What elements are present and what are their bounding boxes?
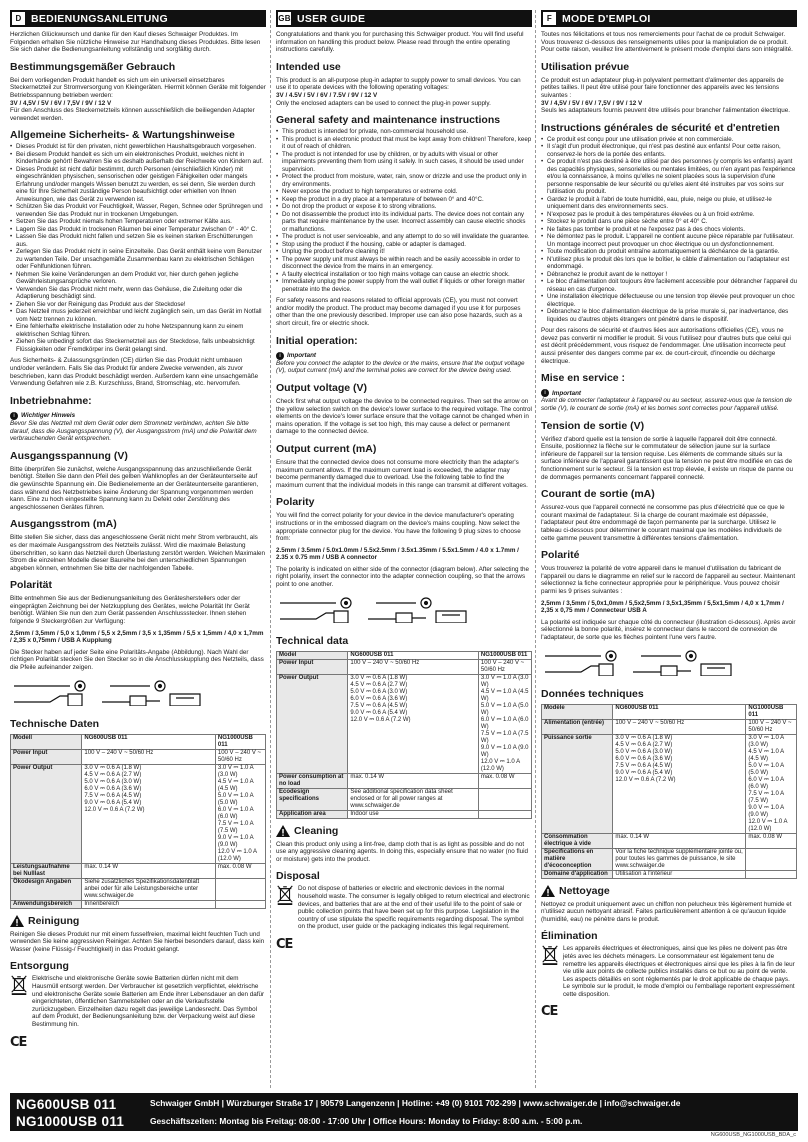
table-cell: Power Output (277, 674, 348, 773)
weee-bin-icon (276, 885, 294, 905)
table-cell: Ecodesign specifications (277, 788, 348, 810)
table-cell: 3.0 V ⎓ 0.6 A (1.8 W) 4.5 V ⎓ 0.6 A (2.7 W) 5.0 V ⎓ 0.6 A (3.0 W) 6.0 V ⎓ 0.6 A (3.6 W) 7.5 V ⎓ 0.6 A (4.5 W) 9.0 V ⎓ 0.6 A (5.4 W) 12.0 V ⎓ 0.6 A (7.2 W) (82, 764, 215, 863)
safety-item: • Lassen Sie das Produkt nicht fallen und setzen Sie es keinen starken Erschütterungen aus. (10, 233, 266, 248)
safety-item: • Do not disassemble the product into its individual parts. The device does not contain any parts that require maintenance by the user. Incorrect assembly can cause electric shocks or malfunctions. (276, 211, 532, 234)
output-current-heading: Ausgangsstrom (mA) (10, 518, 117, 531)
polarity-diagram (10, 676, 260, 706)
connector-list: 2,5mm / 3,5mm / 5,0x1,0mm / 5,5x2,5mm / 3,5x1,35mm / 5,5x1,5mm / 4,0 x 1,7mm / 2,35 x 0,75 mm / Connecteur USB A (541, 599, 784, 615)
safety-item: • This product is an electronic product that must be kept away from children! Therefore, keep it out of reach of children. (276, 136, 532, 151)
safety-item: • Ce produit est conçu pour une utilisation privée et non commerciale. (541, 136, 797, 144)
table-cell: Application area (277, 810, 348, 818)
table-cell: max. 0.14 W (348, 773, 479, 788)
language-code: F (543, 12, 556, 25)
table-cell: NG600USB 011 (348, 651, 479, 659)
table-cell: NG1000USB 011 (746, 704, 797, 719)
safety-item: • Toute modification du produit entraîne automatiquement la déchéance de la garantie. (541, 248, 797, 256)
ce-mark: CE (276, 937, 293, 953)
table-cell: Power Input (277, 659, 348, 674)
safety-item: • Dieses Produkt ist für den privaten, nicht gewerblichen Haushaltsgebrauch vorgesehen. (10, 143, 266, 151)
table-cell: 3.0 V ⎓ 0.6 A (1.8 W) 4.5 V ⎓ 0.6 A (2.7 W) 5.0 V ⎓ 0.6 A (3.0 W) 6.0 V ⎓ 0.6 A (3.6 W) 7.5 V ⎓ 0.6 A (4.5 W) 9.0 V ⎓ 0.6 A (5.4 W) 12.0 V ⎓ 0.6 A (7.2 W) (348, 674, 479, 773)
safety-item: • Stockez le produit dans une pièce sèche entre 0° et 40° C. (541, 218, 797, 226)
output-voltage-heading: Ausgangsspannung (V) (10, 449, 128, 462)
cleaning-row (276, 825, 532, 837)
safety-item: • Keep the product in a dry place at a temperature of between 0° and 40°C. (276, 196, 532, 204)
safety-item: • Gardez le produit à l'abri de toute humidité, eau, pluie, neige ou pluie, et utilisez-le uniquement dans des environnements secs. (541, 196, 797, 211)
table-row (542, 719, 797, 734)
table-cell: max. 0.14 W (82, 863, 215, 878)
usb-plug (170, 694, 200, 706)
table-row (542, 870, 797, 878)
usb-plug (701, 664, 731, 676)
table-cell (215, 878, 265, 900)
safety-item: • Eine fehlerhafte elektrische Installation oder zu hohe Netzspannung kann zu einem elektrischen Schlag führen. (10, 323, 266, 338)
intended-use-note: Seuls les adaptateurs fournis peuvent être utilisés pour brancher l'alimentation électrique. (541, 107, 791, 115)
technical-data-heading: Technische Daten (10, 717, 100, 730)
disposal-block (10, 975, 266, 1028)
table-cell (746, 848, 797, 870)
section-title: USER GUIDE (297, 12, 366, 25)
intended-use-note: Only the enclosed adapters can be used to connect the plug-in power supply. (276, 99, 491, 107)
cleaning-heading: Cleaning (294, 824, 339, 837)
table-cell: Alimentation (entrée) (542, 719, 613, 734)
column-divider (535, 10, 536, 1088)
footer-contact: Schwaiger GmbH | Würzburger Straße 17 | 90579 Langenzenn | Hotline: +49 (0) 9101 702-299 | www.schwaiger.de | info@schwaiger.de (150, 1098, 681, 1108)
important-note (276, 352, 532, 375)
polarity-text: Bitte entnehmen Sie aus der Bedienungsanleitung des Gerätesherstellers oder der eingeprägten Zeichnung bei der Netzkupplung des Gerätes, welche Polarität Ihr Gerät benötigt. Wählen Sie nun den zum Gerät passenden Anschlussstecker. Ihnen stehen folgende 9 Steckergrößen zur Verfügung: (10, 595, 250, 626)
safety-item: • Débranchez le produit avant de le nettoyer ! (541, 271, 797, 279)
safety-item: • Unplug the product before cleaning it! (276, 248, 532, 256)
table-cell: 3.0 V ⎓ 0.6 A (1.8 W) 4.5 V ⎓ 0.6 A (2.7 W) 5.0 V ⎓ 0.6 A (3.0 W) 6.0 V ⎓ 0.6 A (3.6 W) 7.5 V ⎓ 0.6 A (4.5 W) 9.0 V ⎓ 0.6 A (5.4 W) 12.0 V ⎓ 0.6 A (7.2 W) (613, 734, 746, 833)
polarity-note: The polarity is indicated on either side of the connector (diagram below). After selecting the right polarity, insert the connector into the adapter connection coupling, so that the arrows point to one another. (276, 565, 530, 589)
table-cell: Model (277, 651, 348, 659)
safety-item: • Le bloc d'alimentation doit toujours être facilement accessible pour débrancher l'appareil du réseau en cas d'urgence. (541, 278, 797, 293)
technical-data-heading: Données techniques (541, 687, 644, 700)
table-cell: 100 V – 240 V ~ 50/60 Hz (746, 719, 797, 734)
language-code: GB (278, 14, 291, 23)
safety-item: • The product is not user serviceable, and any attempt to do so will invalidate the guarantee. (276, 233, 532, 241)
warning-icon (541, 885, 555, 897)
german-column (10, 10, 266, 1088)
section-header (541, 10, 797, 27)
table-row (542, 734, 797, 833)
output-voltage-heading: Output voltage (V) (276, 381, 367, 394)
table-cell: Innenbereich (82, 900, 215, 908)
info-icon: i (10, 412, 18, 420)
table-cell: 100 V – 240 V ~ 50/60 Hz (82, 749, 215, 764)
table-row (542, 833, 797, 848)
cleaning-heading: Nettoyage (559, 884, 610, 897)
table-cell (746, 870, 797, 878)
plug-left (280, 611, 348, 623)
important-text: Bevor Sie das Netzteil mit dem Gerät oder dem Stromnetz verbinden, achten Sie bitte darauf, dass die Ausgangsspannung (V), der Ausgangsstrom (mA) und die Polarität dem verbrauchenden Gerät entsprechen. (10, 419, 257, 443)
document-reference: NG600USB_NG1000USB_BDA_c (710, 1132, 796, 1138)
voltage-list: 3V / 4,5V / 5V / 6V / 7,5V / 9V / 12 V (10, 99, 112, 107)
safety-item: • This product is intended for private, non-commercial household use. (276, 128, 532, 136)
ce-mark: CE (10, 1034, 27, 1050)
plug-right (102, 696, 160, 706)
footer-model-1: NG600USB 011 (16, 1097, 117, 1112)
safety-item: • Ziehen Sie vor der Reinigung das Produkt aus der Steckdose! (10, 301, 266, 309)
connector-list: 2,5mm / 3,5mm / 5,0 x 1,0mm / 5,5 x 2,5mm / 3,5 x 1,35mm / 5,5 x 1,5mm / 4,0 x 1,7mm / 2,35 x 0,75mm / USB A Kupplung (10, 629, 264, 645)
safety-note: Aus Sicherheits- & Zulassungsgründen (CE) dürfen Sie das Produkt nicht umbauen und/oder verändern. Falls Sie das Produkt für andere Zwecke verwenden, als zuvor beschrieben, kann das Produkt beschädigt werden. Außerdem kann eine unsachgemäße Verwendung Gefahren wie z.B. Kurzschluss, Brand, Stromschlag, etc. hervorrufen. (10, 357, 259, 388)
voltage-list: 3V / 4,5V / 5V / 6V / 7,5V / 9V / 12 V (541, 99, 643, 107)
safety-item: • Il s'agit d'un produit électronique, qui n'est pas destiné aux enfants! Pour cette raison, conservez-le hors de la portée des enfants. (541, 143, 797, 158)
safety-item: • Protect the product from moisture, water, rain, snow or drizzle and use the product only in dry environments. (276, 173, 532, 188)
safety-item: • Zerlegen Sie das Produkt nicht in seine Einzelteile. Das Gerät enthält keine vom Benutzer zu wartenden Teile. Der unsachgemäße Zusammenbau kann zu elektrischen Schlägen oder Fehlfunktionen führen. (10, 248, 266, 271)
safety-item: • Ne démontez pas le produit. L'appareil ne contient aucune pièce réparable par l'utilisateur. Un montage incorrect peut provoquer un choc électrique ou un dysfonctionnement. (541, 233, 797, 248)
section-title: BEDIENUNGSANLEITUNG (31, 12, 168, 25)
output-voltage-text: Bitte überprüfen Sie zunächst, welche Ausgangsspannung das anzuschließende Gerät benötigt. Stellen Sie dann den Pfeil des gelben Wahlknopfes an der Geräteunterseite auf die gewünschte Spannung ein. Die Bedienelemente an der Geräteunterseite garantieren, dass während des Netzbetriebes keine Änderung der Spannung vorgenommen werden kann. Eine zu hoch eingestellte Spannung kann zu Defekt oder Zerstörung des angeschlossenen Gerätes führen. (10, 465, 259, 511)
technical-table (10, 734, 266, 909)
safety-item: • Débranchez le bloc d'alimentation électrique de la prise murale si, par inadvertance, des liquides ou d'autres objets étrangers ont pénétré dans le dispositif. (541, 308, 797, 323)
cleaning-row (10, 915, 266, 927)
intended-use-text: This product is an all-purpose plug-in adapter to supply power to small devices. You can use it to operate devices with the following operating voltages: (276, 76, 521, 92)
output-current-text: Ensure that the connected device does not consume more electricity than the adapter's maximum current allows. If the maximum current load is exceeded, the adapter may become permanently damaged due to overload. Use the following table to find the maximum current that the individual models in this range can transmit at different voltages. (276, 458, 528, 489)
table-cell: See additional specification data sheet enclosed or for all power ranges at www.schwaiger.de (348, 788, 479, 810)
table-cell: 100 V – 240 V ~ 50/60 Hz (215, 749, 265, 764)
usb-plug (436, 611, 466, 623)
table-cell: Siehe zusätzliches Spezifikationsdatenblatt anbei oder für alle Leistungsbereiche unter www.schwaiger.de (82, 878, 215, 900)
french-column (541, 10, 797, 1088)
disposal-heading: Disposal (276, 870, 320, 883)
safety-list (276, 128, 532, 293)
initial-operation-heading: Initial operation: (276, 334, 358, 347)
table-row (542, 848, 797, 870)
polarity-heading: Polarity (276, 496, 315, 509)
safety-heading: Instructions générales de sécurité et d'entretien (541, 121, 780, 134)
table-cell: Domaine d'application (542, 870, 613, 878)
table-row (11, 900, 266, 908)
polarity-note: Die Stecker haben auf jeder Seite eine Polaritäts-Angabe (Abbildung). Nach Wahl der richtigen Polarität stecken Sie den Stecker so in die Anschlusskupplung des Netzteils, dass die Pfeile aufeinander zeigen. (10, 648, 264, 672)
safety-item: • Verwenden Sie das Produkt nicht mehr, wenn das Gehäuse, die Zuleitung oder die Adaptierung beschädigt sind. (10, 286, 266, 301)
safety-item: • Setzen Sie das Produkt niemals hohen Temperaturen oder extremer Kälte aus. (10, 218, 266, 226)
table-row (11, 734, 266, 749)
table-row (542, 704, 797, 719)
initial-operation-heading: Inbetriebnahme: (10, 394, 92, 407)
table-cell: 3.0 V ⎓ 1.0 A (3.0 W) 4.5 V ⎓ 1.0 A (4.5 W) 5.0 V ⎓ 1.0 A (5.0 W) 6.0 V ⎓ 1.0 A (6.0 W) 7.5 V ⎓ 1.0 A (7.5 W) 9.0 V ⎓ 1.0 A (9.0 W) 12.0 V ⎓ 1.0 A (12.0 W) (746, 734, 797, 833)
cleaning-heading: Reinigung (28, 914, 80, 927)
plug-left (545, 664, 613, 676)
table-cell: Indoor use (348, 810, 479, 818)
table-cell (478, 810, 531, 818)
disposal-text: Elektrische und elektronische Geräte sowie Batterien dürfen nicht mit dem Hausmüll entsorgt werden. Der Verbraucher ist gesetzlich verpflichtet, elektrische und elektronische Geräte sowie Batterien am Ende ihrer Lebensdauer an den dafür eingerichteten, öffentlichen Sammelstellen oder an die Verkaufsstelle zurückzugeben. Einzelheiten dazu regelt das jeweilige Landesrecht. Das Symbol auf dem Produkt, der Bedienungsanleitung bzw. der Verpackung weist auf diese Bestimmung hin. (32, 975, 265, 1028)
table-cell: 3.0 V ⎓ 1.0 A (3.0 W) 4.5 V ⎓ 1.0 A (4.5 W) 5.0 V ⎓ 1.0 A (5.0 W) 6.0 V ⎓ 1.0 A (6.0 W) 7.5 V ⎓ 1.0 A (7.5 W) 9.0 V ⎓ 1.0 A (9.0 W) 12.0 V ⎓ 1.0 A (12.0 W) (478, 674, 531, 773)
info-icon: i (541, 389, 549, 397)
technical-table (276, 651, 532, 819)
important-label: Important (287, 352, 317, 360)
important-label: Important (552, 389, 582, 397)
intro-text: Congratulations and thank you for purchasing this Schwaiger product. You will find useful information on handling this product below. Please read through the entire operating instructions carefully. (276, 31, 524, 54)
technical-data-heading: Technical data (276, 634, 349, 647)
table-cell: NG600USB 011 (82, 734, 215, 749)
section-header (276, 10, 532, 27)
table-cell: max. 0.08 W (746, 833, 797, 848)
output-voltage-text: Vérifiez d'abord quelle est la tension de sortie à laquelle l'appareil doit être connecté. Ensuite, positionnez la flèche sur le commutateur de sélection jaune sur la surface inférieure de l'appareil sur la tension requise. Les éléments de commande situés sur la surface inférieure de l'appareil garantissent que la tension ne peut être modifiée en cas de fonctionnement sur le secteur. Si la tension est trop élevée, il existe un risque de panne ou de dommages permanents concernant l'appareil connecté. (541, 435, 794, 481)
safety-item: • The product is not intended for use by children, or by adults with visual or other impairments preventing them from using it safely. In such cases, it should be used under supervision. (276, 151, 532, 174)
table-cell: 100 V – 240 V ~ 50/60 Hz (348, 659, 479, 674)
table-row (11, 749, 266, 764)
safety-note: Pour des raisons de sécurité et d'autres liées aux autorisations officielles (CE), vous ne devez pas convertir ni modifier le produit. Si vous l'utilisez pour d'autres buts que celui qui est décrit précédemment, vous risquez de l'endommager. Une utilisation incorrecte peut aussi présenter des dangers comme par ex. de court-circuit, d'incendie ou décharge électrique. (541, 327, 791, 365)
cleaning-text: Clean this product only using a lint-free, damp cloth that is as light as possible and do not use any aggressive cleaning agents. In doing this, especially ensure that no water (no fluid or moisture) gets into the product. (276, 840, 529, 863)
table-cell: Ökodesign Angaben (11, 878, 82, 900)
important-text: Before you connect the adapter to the device or the mains, ensure that the output voltage (V), output current (mA) and the terminal poles are correct for the device being used. (276, 359, 525, 375)
intended-use-heading: Intended use (276, 60, 341, 73)
disposal-block (541, 945, 797, 998)
safety-item: • Immediately unplug the power supply from the wall outlet if liquids or other foreign matter penetrate into the device. (276, 278, 532, 293)
table-cell: Leistungsaufnahme bei Nulllast (11, 863, 82, 878)
disposal-heading: Élimination (541, 930, 598, 943)
table-cell: max. 0.14 W (613, 833, 746, 848)
safety-item: • N'utilisez plus le produit dès lors que le boîtier, le câble d'alimentation ou l'adaptateur est endommagé. (541, 256, 797, 271)
initial-operation-heading: Mise en service : (541, 372, 626, 385)
plug-right (368, 613, 426, 623)
table-cell: Anwendungsbereich (11, 900, 82, 908)
polarity-text: Vous trouverez la polarité de votre appareil dans le manuel d'utilisation du fabricant de l'appareil ou dans le diagramme en relief sur le raccord de l'appareil au secteur. Maintenant sélectionnez la fiche connecteur appropriée pour le périphérique. Vous pouvez choisir parmi les 9 prises suivantes : (541, 565, 796, 595)
table-row (11, 764, 266, 863)
intro-text: Herzlichen Glückwunsch und danke für den Kauf dieses Schwaiger Produktes. Im Folgenden erhalten Sie nützliche Hinweise zur Handhabung dieses Produktes. Bitte lesen Sie sich daher die Bedienungsanleitung vollständig und sorgfältig durch. (10, 31, 261, 54)
polarity-diagram (541, 646, 791, 676)
table-cell: max. 0.08 W (215, 863, 265, 878)
safety-item: • Bei diesem Produkt handelt es sich um ein elektronisches Produkt, welches nicht in Kinderhände gehört! Bewahren Sie es deshalb außerhalb der Reichweite von Kindern auf. (10, 151, 266, 166)
safety-heading: Allgemeine Sicherheits- & Wartungshinweise (10, 129, 235, 142)
safety-item: • The power supply unit must always be within reach and be easily accessible in order to disconnect the device from the mains in an emergency. (276, 256, 532, 271)
safety-item: • Une installation électrique défectueuse ou une tension trop élevée peut provoquer un choc électrique. (541, 293, 797, 308)
ce-mark: CE (541, 1004, 558, 1020)
table-row (277, 674, 532, 773)
table-cell: Power Output (11, 764, 82, 863)
intended-use-note: Für den Anschluss des Steckernetzteils können ausschließlich die beiliegenden Adapter verwendet werden. (10, 107, 255, 122)
intended-use-text: Bei dem vorliegenden Produkt handelt es sich um ein universell einsetzbares Steckernetzteil zur Stromversorgung von Kleingeräten. Hiermit können Geräte mit folgender Betriebsspannung betrieben werden: (10, 76, 266, 99)
cleaning-text: Reinigen Sie dieses Produkt nur mit einem fusselfreien, maximal leicht feuchten Tuch und verwenden Sie keine aggressiven Reiniger. Achten Sie hierbei besonders darauf, dass kein Wasser (keine Flüssig-/ Feuchtigkeit) in das Produkt gelangt. (10, 930, 265, 953)
table-cell: Voir la fiche technique supplémentaire jointe ou, pour toutes les gammes de puissance, le site www.schwaiger.de (613, 848, 746, 870)
output-voltage-heading: Tension de sortie (V) (541, 419, 645, 432)
safety-list (10, 143, 266, 353)
table-cell: Puissance sortie (542, 734, 613, 833)
weee-bin-icon (10, 975, 28, 995)
table-cell: Modèle (542, 704, 613, 719)
table-cell: Spécifications en matière d'écoconception (542, 848, 613, 870)
footer-hours: Geschäftszeiten: Montag bis Freitag: 08:00 - 17:00 Uhr | Office Hours: Monday to Friday: 8:00 a.m. - 5:00 p.m. (150, 1116, 583, 1126)
table-cell: max. 0.08 W (478, 773, 531, 788)
important-note (10, 412, 266, 443)
technical-table (541, 704, 797, 879)
section-title: MODE D'EMPLOI (562, 12, 651, 25)
table-row (277, 651, 532, 659)
connector-list: 2.5mm / 3.5mm / 5.0x1.0mm / 5.5x2.5mm / 3.5x1.35mm / 5.5x1.5mm / 4.0 x 1.7mm / 2.35 x 0.75 mm / USB A connector (276, 546, 519, 562)
table-row (11, 863, 266, 878)
intended-use-heading: Utilisation prévue (541, 60, 630, 73)
warning-icon (10, 915, 24, 927)
info-icon: i (276, 352, 284, 360)
cleaning-row (541, 885, 797, 897)
plug-left (14, 694, 82, 706)
polarity-heading: Polarité (541, 549, 580, 562)
safety-item: • Lagern Sie das Produkt in trockenen Räumen bei einer Temperatur zwischen 0° - 40° C. (10, 226, 266, 234)
output-voltage-text: Check first what output voltage the device to be connected requires. Then set the arrow on the yellow selection switch on the device's lower surface to the required voltage. The control elements on the device's lower surface ensure that the voltage cannot be changed when in mains operation. If the voltage is set too high, this may cause a defect or permanent damage to the connected device. (276, 397, 532, 436)
section-header (10, 10, 266, 27)
table-cell: 3.0 V ⎓ 1.0 A (3.0 W) 4.5 V ⎓ 1.0 A (4.5 W) 5.0 V ⎓ 1.0 A (5.0 W) 6.0 V ⎓ 1.0 A (6.0 W) 7.5 V ⎓ 1.0 A (7.5 W) 9.0 V ⎓ 1.0 A (9.0 W) 12.0 V ⎓ 1.0 A (12.0 W) (215, 764, 265, 863)
table-cell: Power consumption at no load (277, 773, 348, 788)
plug-right (633, 666, 691, 676)
table-row (277, 659, 532, 674)
table-cell: 100 V – 240 V ~ 50/60 Hz (478, 659, 531, 674)
safety-item: • Ziehen Sie unbedingt sofort das Steckernetzteil aus der Steckdose, falls unbeabsichtigt Flüssigkeiten oder Fremdkörper ins Gerät gelangt sind. (10, 338, 266, 353)
safety-item: • N'exposez pas le produit à des températures élevées ou à un froid extrême. (541, 211, 797, 219)
disposal-block (276, 885, 532, 931)
safety-item: • Nehmen Sie keine Veränderungen an dem Produkt vor, hier durch gehen jegliche Gewährleistungsansprüche verloren. (10, 271, 266, 286)
table-cell: NG1000USB 011 (478, 651, 531, 659)
table-row (11, 878, 266, 900)
safety-item: • Ne faites pas tomber le produit et ne l'exposez pas à des chocs violents. (541, 226, 797, 234)
table-cell: 100 V – 240 V ~ 50/60 Hz (613, 719, 746, 734)
footer-model-2: NG1000USB 011 (16, 1114, 125, 1129)
table-cell: Consommation électrique à vide (542, 833, 613, 848)
safety-item: • Stop using the product if the housing, cable or adapter is damaged. (276, 241, 532, 249)
table-cell: NG1000USB 011 (215, 734, 265, 749)
weee-bin-icon (541, 945, 559, 965)
table-cell (215, 900, 265, 908)
safety-item: • A faulty electrical installation or too high mains voltage can cause an electric shock. (276, 271, 532, 279)
footer-bar (10, 1093, 798, 1131)
safety-list (541, 136, 797, 324)
disposal-heading: Entsorgung (10, 960, 69, 973)
intro-text: Toutes nos félicitations et tous nos remerciements pour l'achat de ce produit Schwaiger. Vous trouverez ci-dessous des renseignements utiles pour la manipulation de ce produit. Pour cette raison, veuillez lire attentivement le présent mode d'emploi dans son intégralité. (541, 31, 793, 54)
safety-note: For safety reasons and reasons related to official approvals (CE), you must not convert and/or modify the product. The product may become damaged if you use it for purposes other than the one previously described. Improper use can also pose hazards, such as a short circuit, fire or electric shock. (276, 297, 523, 327)
polarity-heading: Polarität (10, 579, 53, 592)
table-cell: Modell (11, 734, 82, 749)
output-current-heading: Output current (mA) (276, 442, 377, 455)
polarity-note: La polarité est indiquée sur chaque côté du connecteur (illustration ci-dessous). Après avoir sélectionné la bonne polarité, insérez le connecteur dans le raccord de connexion de l'adaptateur, de sorte que les flèches pointent l'une vers l'autre. (541, 618, 796, 641)
output-current-heading: Courant de sortie (mA) (541, 488, 655, 501)
disposal-text: Do not dispose of batteries or electric and electronic devices in the normal household waste. The consumer is legally obliged to return electrical and electronic devices, and batteries that are at the end of their useful life to the point of sale or public collection points that have been set up for this purpose. Legislation in the country of use stipulate the specific requirements regarding disposal. The symbol on the product, user guide or the packaging indicates this legal requirement. (298, 885, 530, 931)
table-row (277, 810, 532, 818)
output-current-text: Assurez-vous que l'appareil connecté ne consomme pas plus d'électricité que ce que le courant maximal de l'adaptateur. Si la charge de courant maximale est dépassée, l'adaptateur peut être endommagé de façon permanente par la surcharge. Utilisez le tableau ci-dessous pour déterminer le courant maximal que les modèles individuels de cette gamme peuvent transmettre à différentes tensions d'alimentation. (541, 504, 785, 542)
table-cell: Power Input (11, 749, 82, 764)
important-note (541, 389, 797, 412)
intended-use-text: Ce produit est un adaptateur plug-in polyvalent permettant d'alimenter des appareils de petites tailles. Il peut être utilisé pour faire fonctionner des appareils avec les tensions suivantes : (541, 76, 784, 99)
disposal-text: Les appareils électriques et électroniques, ainsi que les piles ne doivent pas être jetés avec les déchets ménagers. Le consommateur est légalement tenu de remettre les appareils électriques et électroniques ainsi que les piles à la fin de leur vie utile aux points de collecte publics installés dans ce but ou au point de vente. Les aspects détaillés en sont réglementés par le droit applicable de chaque pays. Le symbole sur le produit, le mode d'emploi ou l'emballage reportent expressément cette disposition. (563, 945, 795, 998)
table-row (277, 773, 532, 788)
polarity-diagram (276, 593, 526, 623)
polarity-text: You will find the correct polarity for your device in the device manufacturer's operating instructions or in the embossed diagram on the device's mains coupling. Now select the appropriate connector plug for the device. You have the following 9 plug sizes to choose from: (276, 512, 521, 543)
output-current-text: Bitte stellen Sie sicher, dass das angeschlossene Gerät nicht mehr Strom verbraucht, als es der maximale Ausgangsstrom des Netzteils zulässt. Wird die maximale Belastung überschritten, so kann das Netzteil durch Überlastung zerstört werden. Weichen Maximalen Strom die einzelnen Modelle dieser Baureihe bei den unterschiedlichen Spannungen abgeben können, entnehmen Sie bitte der nachfolgenden Tabelle. (10, 534, 266, 572)
safety-item: • Ce produit n'est pas destiné à être utilisé par des personnes (y compris les enfants) ayant des capacités physiques, sensorielles ou mentales limitées, ou n'en ayant pas l'expérience et/ou la connaissance, à moins qu'elles ne soient placées sous la supervision d'une personne responsable de leur sécurité ou qu'elles aient été instruites par vos soins sur l'utilisation du produit. (541, 158, 797, 196)
column-divider (270, 10, 271, 1088)
intended-use-heading: Bestimmungsgemäßer Gebrauch (10, 60, 176, 73)
table-cell (478, 788, 531, 810)
table-cell: NG600USB 011 (613, 704, 746, 719)
safety-heading: General safety and maintenance instructions (276, 114, 501, 127)
safety-item: • Dieses Produkt ist nicht dafür bestimmt, durch Personen (einschließlich Kinder) mit eingeschränkten physischen, sensorischen oder geistigen Fähigkeiten oder mangels Erfahrung und/oder mangels Wissen benutzt zu werden, es sei denn, Sie werden durch eine für Ihre Sicherheit zuständige Person beaufsichtigt oder erhielten von Ihnen Anweisungen, wie das Gerät zu verwenden ist. (10, 166, 266, 204)
table-cell: Utilisation à l'intérieur (613, 870, 746, 878)
english-column (276, 10, 532, 1088)
safety-item: • Das Netzteil muss jederzeit erreichbar und leicht zugänglich sein, um das Gerät im Notfall vom Netz trennen zu können. (10, 308, 266, 323)
cleaning-text: Nettoyez ce produit uniquement avec un chiffon non pelucheux très légèrement humide et n'utilisez aucun nettoyant abrasif. Faites particulièrement attention à ce qu'aucun liquide (humidité, eau) ne pénètre dans le produit. (541, 900, 792, 923)
important-label: Wichtiger Hinweis (21, 412, 76, 420)
safety-item: • Schützen Sie das Produkt vor Feuchtigkeit, Wasser, Regen, Schnee oder Sprühregen und verwenden Sie das Produkt nur in trockenen Umgebungen. (10, 203, 266, 218)
table-row (277, 788, 532, 810)
safety-item: • Do not drop the product or expose it to strong vibrations. (276, 203, 532, 211)
voltage-list: 3V / 4.5V / 5V / 6V / 7.5V / 9V / 12 V (276, 91, 378, 99)
safety-item: • Never expose the product to high temperatures or extreme cold. (276, 188, 532, 196)
warning-icon (276, 825, 290, 837)
important-text: Avant de connecter l'adaptateur à l'appareil ou au secteur, assurez-vous que la tension de sortie (V), le courant de sortie (mA) et les bornes sont correctes pour l'appareil utilisé. (541, 397, 792, 413)
language-code: D (12, 12, 25, 25)
